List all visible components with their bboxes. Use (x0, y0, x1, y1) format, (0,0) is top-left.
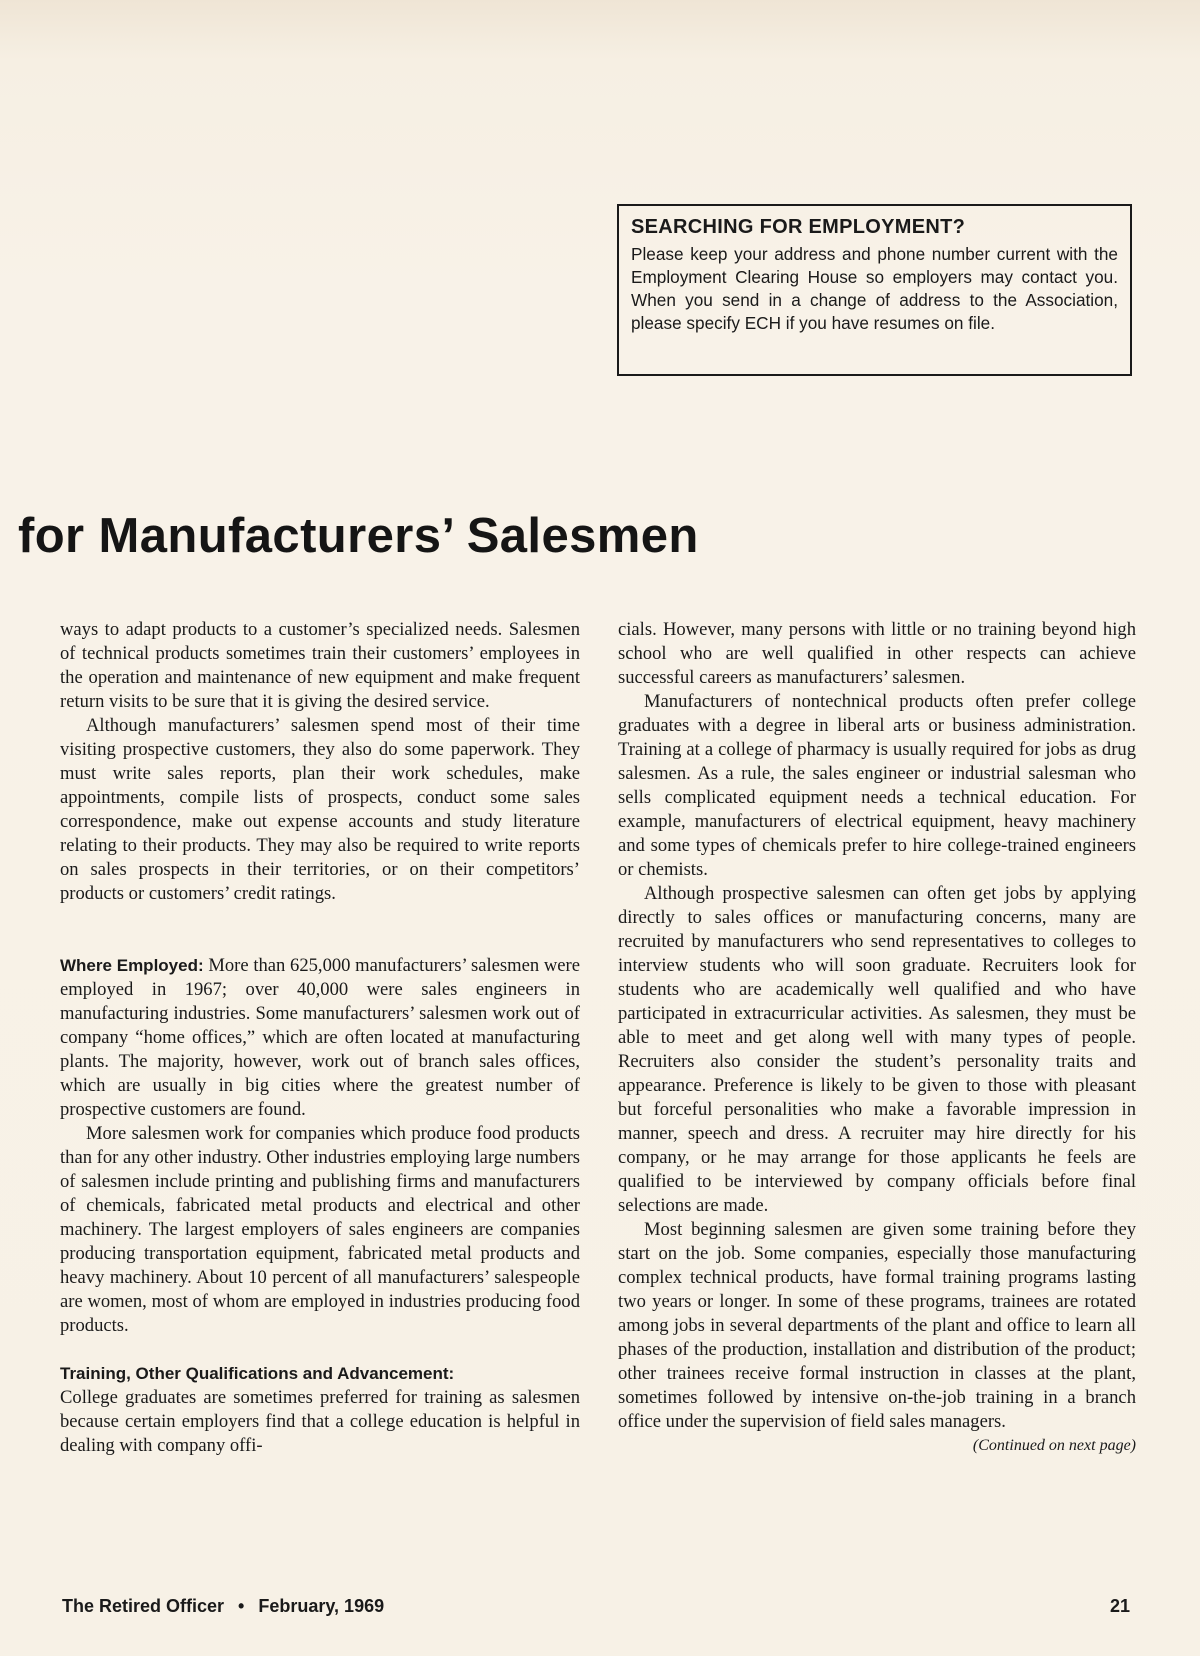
left-paragraph-2: Although manufacturers’ salesmen spend most of their time visiting prospective customers, they also do some paperwork. They must write sales reports, plan their work schedules, make appointments, compile lists of prospects, conduct some sales correspondence, make out expense accounts and study literature relating to their products. They may also be required to write reports on sales prospects in their territories, or on their competitors’ products or customers’ credit ratings. (60, 715, 580, 904)
right-paragraph-1: cials. However, many persons with little or no training beyond high school who are well qualified in other respects can achieve successful careers as manufacturers’ salesmen. (618, 619, 1136, 688)
article-headline: for Manufacturers’ Salesmen (18, 509, 699, 563)
right-paragraph-4 (618, 1218, 1136, 1454)
left-paragraph-1: ways to adapt products to a customer’s specialized needs. Salesmen of technical products sometimes train their customers’ employees in the operation and maintenance of new equipment and make frequent return visits to be sure that it is giving the desired service. (60, 619, 580, 712)
left-column (60, 618, 580, 1458)
training-heading (60, 1362, 580, 1386)
section-gap (60, 1338, 580, 1362)
footer-publication-line (62, 1596, 384, 1617)
notice-body: Please keep your address and phone number current with the Employment Clearing House so employers may contact you. When you send in a change of address to the Association, please specify ECH if you have resumes on file. (631, 244, 1118, 333)
training-heading-text: Training, Other Qualifications and Advancement: (60, 1364, 455, 1383)
employment-notice-box (617, 204, 1132, 376)
training-text: College graduates are sometimes preferred for training as salesmen because certain employers find that a college education is helpful in dealing with company offi- (60, 1387, 580, 1456)
section-gap (60, 930, 580, 954)
footer-date: February, 1969 (258, 1596, 385, 1616)
right-paragraph-4-text: Most beginning salesmen are given some training before they start on the job. Some companies, especially those manufacturing complex technical products, have formal training programs lasting two years or longer. In some of these programs, trainees are rotated among jobs in several departments of the plant and office to learn all phases of the production, installation and distribution of the product; other trainees receive formal instruction in classes at the plant, sometimes followed by intensive on-the-job training in a branch office under the supervision of field sales managers. (618, 1219, 1136, 1432)
continued-note: (Continued on next page) (972, 1437, 1136, 1454)
right-column (618, 618, 1136, 1458)
footer-publication: The Retired Officer (62, 1596, 225, 1616)
notice-title: SEARCHING FOR EMPLOYMENT? (631, 216, 966, 238)
page-number: 21 (1110, 1596, 1131, 1616)
right-paragraph-2: Manufacturers of nontechnical products often prefer college graduates with a degree in liberal arts or business administration. Training at a college of pharmacy is usually required for jobs as drug salesmen. As a rule, the sales engineer or industrial salesman who sells complicated equipment needs a technical education. For example, manufacturers of electrical equipment, heavy machinery and some types of chemicals prefer to hire college-trained engineers or chemists. (618, 691, 1136, 880)
left-paragraph-4: More salesmen work for companies which produce food products than for any other industry. Other industries employing large numbers of salesmen include printing and publishing firms and manufacturers of chemicals, fabricated metal products and electrical and other machinery. The largest employers of sales engineers are companies producing transportation equipment, fabricated metal products and heavy machinery. About 10 percent of all manufacturers’ salespeople are women, most of whom are employed in industries producing food products. (60, 1123, 580, 1336)
section-gap (60, 906, 580, 930)
footer-separator: • (238, 1596, 245, 1616)
where-employed-paragraph (60, 954, 580, 1122)
where-employed-heading: Where Employed: (60, 956, 204, 975)
where-employed-text: More than 625,000 manufacturers’ salesmen were employed in 1967; over 40,000 were sales engineers in manufacturing industries. Some manufacturers’ salesmen work out of company “home offices,” which are often located at manufacturing plants. The majority, however, work out of branch sales offices, which are usually in big cities where the greatest number of prospective customers are found. (60, 955, 580, 1120)
right-paragraph-3: Although prospective salesmen can often get jobs by applying directly to sales offices or manufacturing concerns, many are recruited by manufacturers who send representatives to colleges to interview students who will soon graduate. Recruiters look for students who are academically well qualified and who have participated in extracurricular activities. As salesmen, they must be able to meet and get along well with many types of people. Recruiters also consider the student’s personality traits and appearance. Preference is likely to be given to those with pleasant but forceful personalities who make a favorable impression in manner, speech and dress. A recruiter may hire directly for his company, or he may arrange for those applicants he feels are qualified to be interviewed by company officials before final selections are made. (618, 883, 1136, 1216)
